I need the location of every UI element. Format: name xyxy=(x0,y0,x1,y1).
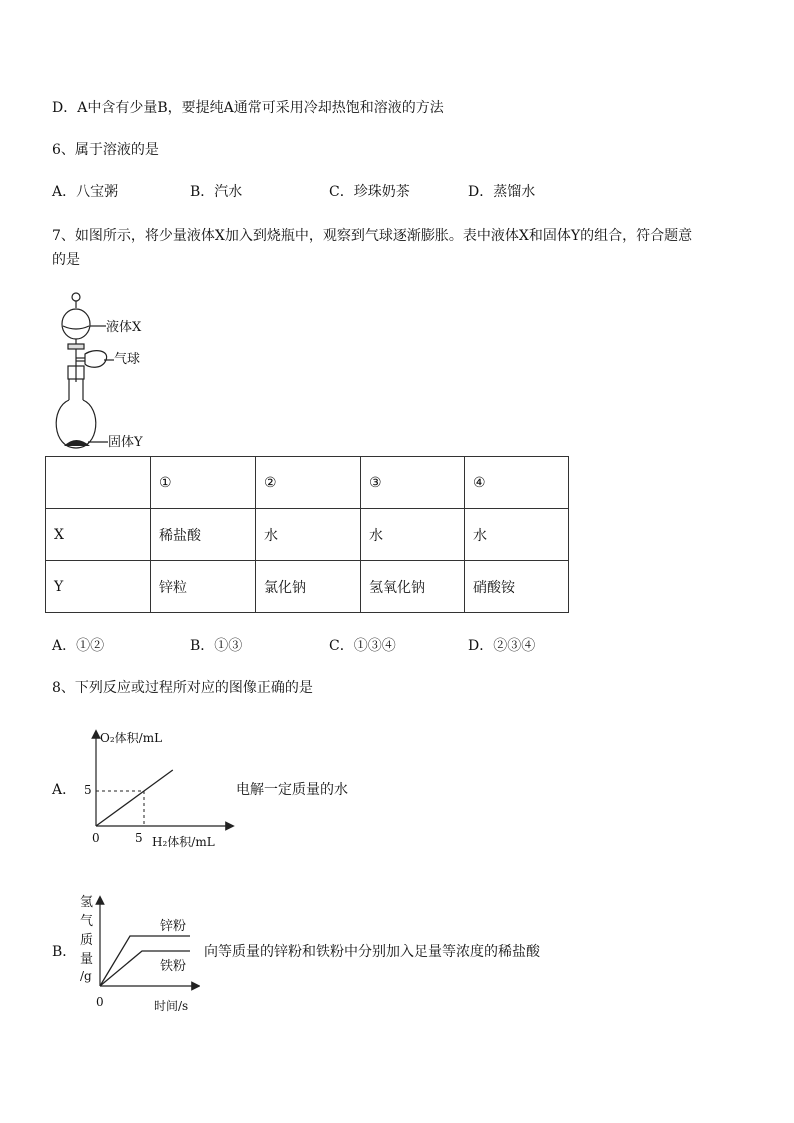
q8-graph-b xyxy=(76,886,200,1016)
y-label-char: 气 xyxy=(80,914,94,929)
q6-option-d: D．蒸馏水 xyxy=(468,184,536,200)
table-cell: 氢氧化钠 xyxy=(361,561,465,613)
q6-option-b: B．汽水 xyxy=(190,184,243,200)
q8-option-a-caption: 电解一定质量的水 xyxy=(236,782,348,798)
table-cell xyxy=(46,457,151,509)
y-label-char: 氢 xyxy=(80,895,94,910)
q7-option-a: A．①② xyxy=(52,638,105,654)
q6-option-a: A．八宝粥 xyxy=(52,184,119,200)
table-cell: 硝酸铵 xyxy=(465,561,569,613)
q8-option-b-caption: 向等质量的锌粉和铁粉中分别加入足量等浓度的稀盐酸 xyxy=(204,944,540,960)
table-cell: 水 xyxy=(361,509,465,561)
series-label-iron: 铁粉 xyxy=(160,959,187,974)
q7-option-b: B．①③ xyxy=(190,638,243,654)
label-balloon: 气球 xyxy=(114,352,141,367)
flask-apparatus-figure xyxy=(50,288,160,453)
table-cell: Y xyxy=(46,561,151,613)
q8-stem: 8、下列反应或过程所对应的图像正确的是 xyxy=(52,680,313,696)
q6-stem: 6、属于溶液的是 xyxy=(52,142,159,158)
table-cell: ④ xyxy=(465,457,569,509)
table-cell: 稀盐酸 xyxy=(151,509,256,561)
x-axis-label: 时间/s xyxy=(154,999,189,1013)
origin-label: 0 xyxy=(92,831,100,845)
q7-option-d: D．②③④ xyxy=(468,638,536,654)
table-header-row xyxy=(46,457,569,509)
q5-option-d: D．A中含有少量B，要提纯A通常可采用冷却热饱和溶液的方法 xyxy=(52,100,444,116)
x-tick-label: 5 xyxy=(135,831,143,845)
y-label-char: /g xyxy=(80,969,92,983)
label-liquid-x: 液体X xyxy=(106,320,142,335)
q7-option-c: C．①③④ xyxy=(329,638,396,654)
table-row xyxy=(46,561,569,613)
q8-graph-a xyxy=(80,722,240,852)
x-axis-label: H₂体积/mL xyxy=(152,835,215,849)
series-line xyxy=(96,770,173,826)
y-axis-label: O₂体积/mL xyxy=(100,731,163,745)
y-tick-label: 5 xyxy=(84,783,92,797)
q8-option-b-letter: B． xyxy=(52,944,77,960)
origin-label: 0 xyxy=(96,995,104,1009)
y-label-char: 质 xyxy=(80,933,94,948)
table-cell: 水 xyxy=(465,509,569,561)
table-cell: ② xyxy=(256,457,361,509)
table-cell: 水 xyxy=(256,509,361,561)
label-solid-y: 固体Y xyxy=(108,435,143,450)
q7-stem-line2: 的是 xyxy=(52,252,80,268)
table-cell: ① xyxy=(151,457,256,509)
table-cell: ③ xyxy=(361,457,465,509)
y-label-char: 量 xyxy=(80,952,94,967)
q7-table xyxy=(45,456,569,613)
q6-option-c: C．珍珠奶茶 xyxy=(329,184,410,200)
table-cell: 氯化钠 xyxy=(256,561,361,613)
q7-stem-line1: 7、如图所示，将少量液体X加入到烧瓶中，观察到气球逐渐膨胀。表中液体X和固体Y的组合，符合题意 xyxy=(52,228,693,244)
table-cell: X xyxy=(46,509,151,561)
table-cell: 锌粒 xyxy=(151,561,256,613)
series-label-zinc: 锌粉 xyxy=(160,919,187,934)
q8-option-a-letter: A． xyxy=(52,782,77,798)
table-row xyxy=(46,509,569,561)
